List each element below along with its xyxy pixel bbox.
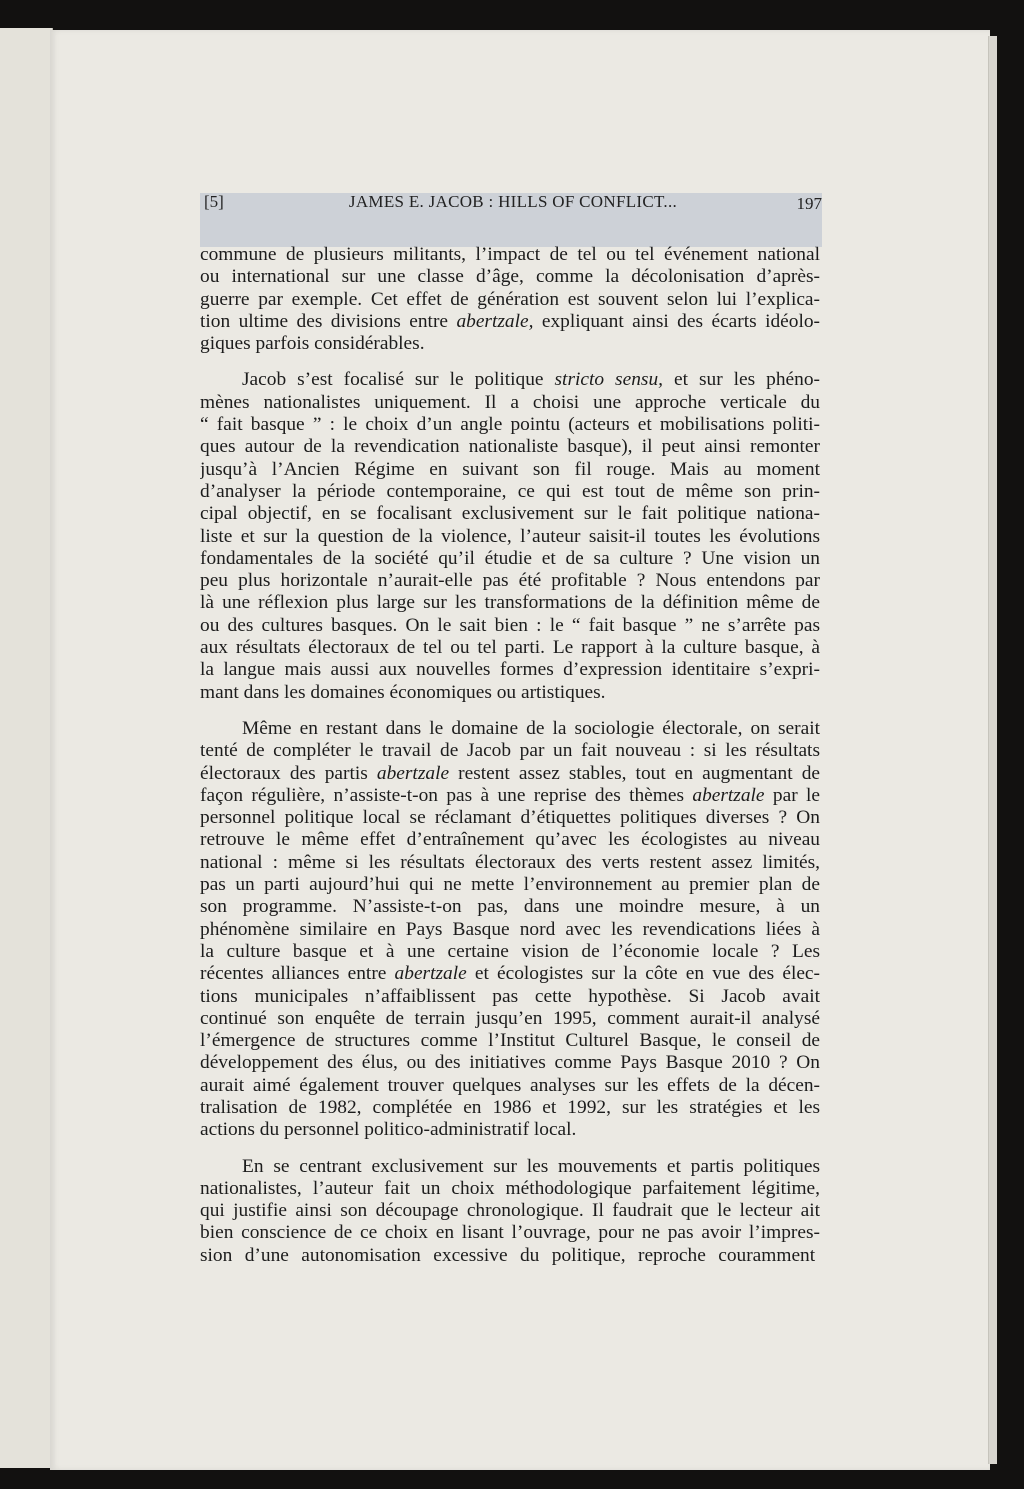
text-line: mènes nationalistes uniquement. Il a choisi une approche verticale du [200, 391, 820, 413]
text-line: En se centrant exclusivement sur les mouvements et partis politiques [242, 1155, 820, 1177]
text-line: récentes alliances entre abertzale et écologistes sur la côte en vue des élec- [200, 963, 820, 985]
text-line: façon régulière, n’assiste-t-on pas à une reprise des thèmes abertzale par le [200, 784, 820, 806]
text-line: fondamentales de la société qu’il étudie et de sa culture ? Une vision un [200, 547, 820, 569]
text-line: tenté de compléter le travail de Jacob par un fait nouveau : si les résultats [200, 740, 820, 762]
text-line: liste et sur la question de la violence, l’auteur saisit-il toutes les évolutions [200, 525, 820, 547]
italic-term: abertzale [394, 963, 467, 985]
text-line: cipal objectif, en se focalisant exclusivement sur le fait politique nationa- [200, 503, 820, 525]
italic-term: stricto sensu, [554, 369, 663, 391]
text-line: d’analyser la période contemporaine, ce qui est tout de même son prin- [200, 480, 820, 502]
text-line: nationalistes, l’auteur fait un choix méthodologique parfaitement légitime, [200, 1177, 820, 1199]
text-line: actions du personnel politico-administratif local. [200, 1119, 577, 1141]
italic-term: abertzale, [456, 310, 534, 332]
text-line: ques autour de la revendication nationaliste basque), il peut ainsi remonter [200, 436, 820, 458]
text-line: tion ultime des divisions entre abertzale, expliquant ainsi des écarts idéolo- [200, 310, 820, 332]
text-line: continué son enquête de terrain jusqu’en 1995, comment aurait-il analysé [200, 1007, 820, 1029]
text-line: phénomène similaire en Pays Basque nord avec les revendications liées à [200, 918, 820, 940]
body-text [200, 244, 820, 1281]
text-line: giques parfois considérables. [200, 333, 425, 355]
text-line: guerre par exemple. Cet effet de génération est souvent selon lui l’explica- [200, 288, 820, 310]
paragraph [200, 244, 820, 355]
paragraph [200, 1156, 820, 1267]
text-line: Même en restant dans le domaine de la sociologie électorale, on serait [242, 717, 820, 739]
text-line: son programme. N’assiste-t-on pas, dans une moindre mesure, à un [200, 896, 820, 918]
text-line: personnel politique local se réclamant d’étiquettes politiques diverses ? On [200, 807, 820, 829]
text-line: développement des élus, ou des initiatives comme Pays Basque 2010 ? On [200, 1052, 820, 1074]
text-line: la langue mais aussi aux nouvelles formes d’expression identitaire s’expri- [200, 659, 820, 681]
text-line: tralisation de 1982, complétée en 1986 et 1992, sur les stratégies et les [200, 1096, 820, 1118]
text-line: peu plus horizontale n’aurait-elle pas été profitable ? Nous entendons par [200, 570, 820, 592]
paragraph [200, 369, 820, 703]
text-line: ou international sur une classe d’âge, comme la décolonisation d’après- [200, 266, 820, 288]
italic-term: abertzale [692, 784, 765, 806]
text-line: mant dans les domaines économiques ou artistiques. [200, 681, 606, 703]
text-line: ou des cultures basques. On le sait bien : le “ fait basque ” ne s’arrête pas [200, 614, 820, 636]
running-header [204, 192, 822, 218]
text-line: bien conscience de ce choix en lisant l’ouvrage, pour ne pas avoir l’impres- [200, 1222, 820, 1244]
text-line: national : même si les résultats électoraux des verts restent assez limités, [200, 851, 820, 873]
text-line: “ fait basque ” : le choix d’un angle pointu (acteurs et mobilisations politi- [200, 414, 820, 436]
text-line: aux résultats électoraux de tel ou tel parti. Le rapport à la culture basque, à [200, 637, 820, 659]
page-stack-edge [988, 36, 997, 1464]
italic-term: abertzale [376, 762, 450, 784]
text-line: aurait aimé également trouver quelques analyses sur les effets de la décen- [200, 1074, 820, 1096]
facing-page-edge [0, 28, 53, 1468]
text-line: électoraux des partis abertzale restent assez stables, tout en augmentant de [200, 762, 820, 784]
paragraph [200, 718, 820, 1142]
text-line: la culture basque et à une certaine vision de l’économie locale ? Les [200, 940, 820, 962]
running-title: JAMES E. JACOB : HILLS OF CONFLICT... [348, 192, 678, 211]
text-line: jusqu’à l’Ancien Régime en suivant son fil rouge. Mais au moment [200, 458, 820, 480]
text-line: l’émergence de structures comme l’Institut Culturel Basque, le conseil de [200, 1030, 820, 1052]
page-number: 197 [796, 194, 822, 213]
section-number: [5] [204, 192, 224, 211]
text-line: tions municipales n’affaiblissent pas cette hypothèse. Si Jacob avait [200, 985, 820, 1007]
text-line: Jacob s’est focalisé sur le politique stricto sensu, et sur les phéno- [242, 369, 820, 391]
text-line: qui justifie ainsi son découpage chronologique. Il faudrait que le lecteur ait [200, 1200, 820, 1222]
text-line: commune de plusieurs militants, l’impact de tel ou tel événement national [200, 244, 820, 265]
text-line: retrouve le même effet d’entraînement qu’avec les écologistes au niveau [200, 829, 820, 851]
text-line: pas un parti aujourd’hui qui ne mette l’environnement au premier plan de [200, 874, 820, 896]
text-line: sion d’une autonomisation excessive du politique, reproche couramment [200, 1244, 816, 1266]
text-line: là une réflexion plus large sur les transformations de la définition même de [200, 592, 820, 614]
